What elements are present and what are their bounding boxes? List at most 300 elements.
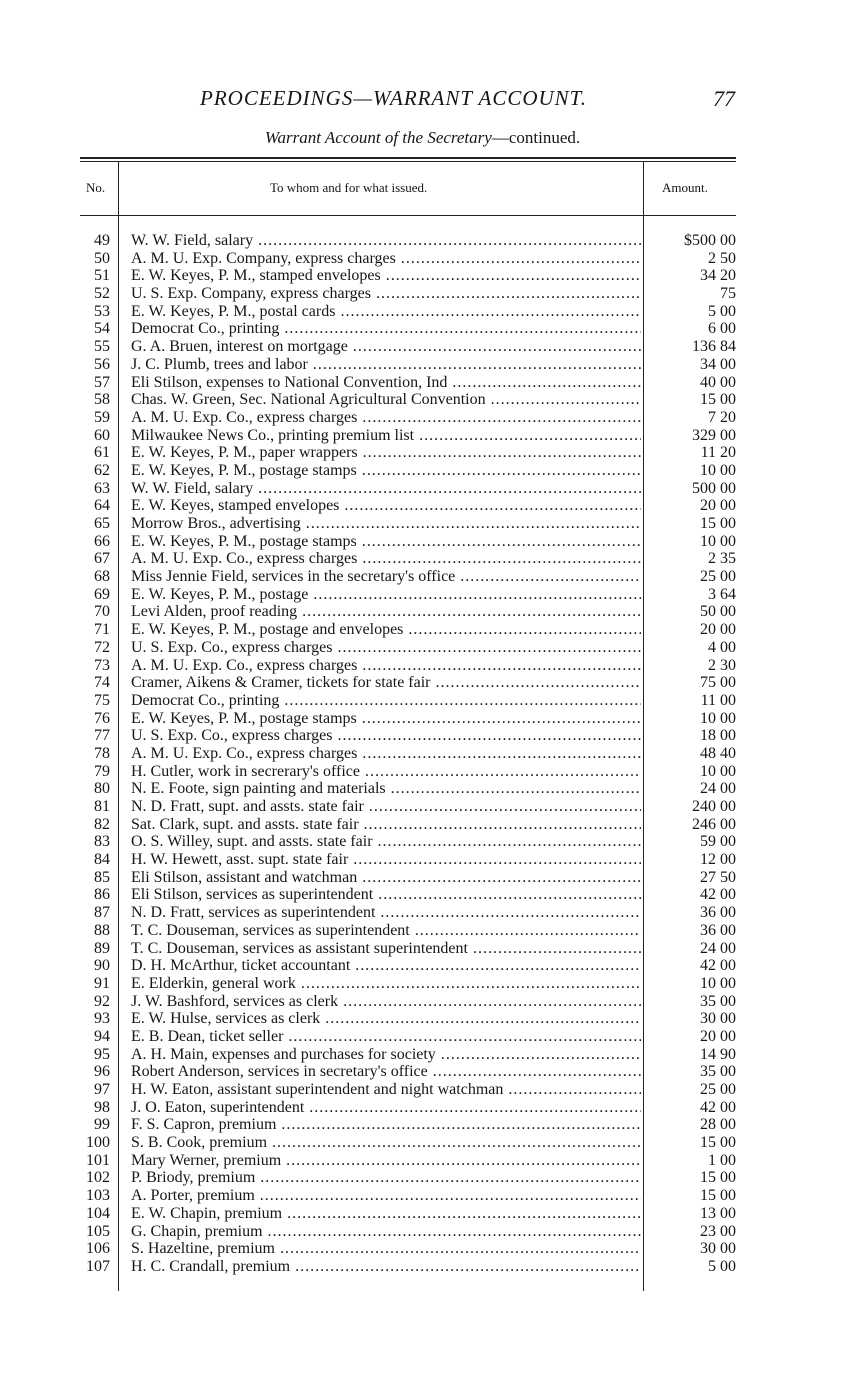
payee-description: A. Porter, premium .....	[131, 1187, 641, 1205]
table-row	[0, 763, 845, 781]
amount-cents: 00	[720, 674, 736, 692]
payee-description: Democrat Co., printing .....	[131, 320, 641, 338]
amount-dollars: 10	[700, 709, 716, 727]
table-row	[0, 780, 845, 798]
warrant-table-body	[0, 232, 845, 1276]
table-row	[0, 550, 845, 568]
warrant-number: 51	[94, 267, 110, 285]
amount-cents: 00	[720, 638, 736, 656]
running-head	[0, 86, 845, 114]
payee-description: Eli Stilson, assistant and watchman .....	[131, 869, 641, 887]
table-row	[0, 798, 845, 816]
amount-dollars: 5	[708, 302, 716, 320]
warrant-number: 82	[94, 815, 110, 833]
amount-cents: 00	[720, 232, 736, 249]
warrant-number: 105	[86, 1222, 110, 1240]
payee-description: A. M. U. Exp. Company, express charges .....	[131, 250, 641, 268]
amount-dollars: 36	[700, 921, 716, 939]
table-row	[0, 267, 845, 285]
amount-dollars: 20	[700, 497, 716, 515]
amount-cents: 64	[720, 585, 736, 603]
table-row	[0, 1205, 845, 1223]
amount-cents: 00	[720, 709, 736, 727]
warrant-number: 87	[94, 904, 110, 922]
amount-dollars: 15	[700, 391, 716, 409]
warrant-number: 55	[94, 338, 110, 356]
amount-cents: 00	[720, 1116, 736, 1134]
warrant-number: 63	[94, 479, 110, 497]
warrant-number: 59	[94, 408, 110, 426]
table-row	[0, 320, 845, 338]
amount-cents: 00	[720, 1240, 736, 1258]
payee-description: E. W. Keyes, P. M., stamped envelopes .....	[131, 267, 641, 285]
amount-dollars: 329	[692, 426, 716, 444]
amount-cents: 00	[720, 373, 736, 391]
table-row	[0, 674, 845, 692]
payee-description: Eli Stilson, services as superintendent .....	[131, 886, 641, 904]
table-row	[0, 1223, 845, 1241]
column-header-amount: Amount.	[662, 180, 708, 195]
warrant-number: 81	[94, 798, 110, 815]
warrant-number: 49	[94, 232, 110, 249]
payee-description: E. W. Keyes, P. M., postage .....	[131, 586, 641, 604]
column-header-description: To whom and for what issued.	[270, 180, 428, 195]
amount-cents: 00	[720, 568, 736, 586]
column-header-no: No.	[86, 180, 106, 195]
amount-cents: 00	[720, 302, 736, 320]
table-row	[0, 657, 845, 675]
table-row	[0, 1169, 845, 1187]
table-row	[0, 833, 845, 851]
amount-cents: 00	[720, 691, 736, 709]
amount-cents: 00	[720, 320, 736, 338]
payee-description: U. S. Exp. Co., express charges .....	[131, 727, 641, 745]
amount-dollars: 24	[700, 780, 716, 798]
amount-dollars: 36	[700, 904, 716, 922]
amount-dollars: 2	[708, 249, 716, 267]
amount-cents: 00	[720, 939, 736, 957]
amount-cents: 00	[720, 1081, 736, 1098]
amount-dollars: 6	[708, 320, 716, 338]
amount-cents: 00	[720, 621, 736, 639]
amount-cents: 00	[720, 426, 736, 444]
amount-cents: 00	[720, 1222, 736, 1240]
warrant-number: 53	[94, 302, 110, 320]
warrant-number: 71	[94, 621, 110, 639]
table-row	[0, 338, 845, 356]
warrant-number: 90	[94, 957, 110, 975]
payee-description: S. Hazeltine, premium .....	[131, 1240, 641, 1258]
amount-cents: 20	[720, 267, 736, 285]
amount-dollars: 12	[700, 851, 716, 869]
warrant-number: 94	[94, 1027, 110, 1045]
table-row	[0, 621, 845, 639]
table-row	[0, 692, 845, 710]
amount-dollars: 11	[700, 444, 716, 462]
warrant-number: 79	[94, 762, 110, 780]
warrant-number: 88	[94, 921, 110, 939]
warrant-number: 103	[86, 1187, 110, 1205]
amount-cents: 00	[720, 957, 736, 975]
amount-dollars: 59	[700, 833, 716, 851]
warrant-number: 61	[94, 444, 110, 462]
amount-dollars: 40	[700, 373, 716, 391]
payee-description: Democrat Co., printing .....	[131, 692, 641, 710]
payee-description: U. S. Exp. Co., express charges .....	[131, 639, 641, 657]
warrant-number: 89	[94, 939, 110, 957]
amount-cents: 00	[720, 1027, 736, 1045]
table-row	[0, 1010, 845, 1028]
amount-dollars: 23	[700, 1222, 716, 1240]
amount-dollars: 25	[700, 568, 716, 586]
payee-description: E. W. Chapin, premium .....	[131, 1205, 641, 1223]
table-row	[0, 515, 845, 533]
table-row	[0, 904, 845, 922]
warrant-number: 75	[94, 691, 110, 709]
table-row	[0, 1240, 845, 1258]
warrant-number: 107	[86, 1257, 110, 1275]
table-row	[0, 886, 845, 904]
payee-description: F. S. Capron, premium .....	[131, 1116, 641, 1134]
payee-description: O. S. Willey, supt. and assts. state fair .....	[131, 833, 641, 851]
warrant-number: 104	[86, 1204, 110, 1222]
warrant-number: 68	[94, 568, 110, 586]
amount-cents: 00	[720, 479, 736, 497]
payee-description: T. C. Douseman, services as assistant superintendent .....	[131, 940, 641, 958]
amount-dollars: 10	[700, 532, 716, 550]
table-row	[0, 745, 845, 763]
table-row	[0, 409, 845, 427]
amount-cents: 00	[720, 1134, 736, 1152]
warrant-number: 92	[94, 992, 110, 1010]
table-row	[0, 1187, 845, 1205]
amount-cents: 00	[720, 921, 736, 939]
warrant-number: 73	[94, 656, 110, 674]
amount-dollars: 4	[708, 638, 716, 656]
payee-description: J. O. Eaton, superintendent .....	[131, 1099, 641, 1117]
amount-dollars: 30	[700, 1010, 716, 1028]
warrant-number: 76	[94, 709, 110, 727]
amount-cents: 00	[720, 497, 736, 515]
amount-cents: 00	[720, 762, 736, 780]
warrant-number: 84	[94, 851, 110, 869]
warrant-number: 69	[94, 585, 110, 603]
table-row	[0, 533, 845, 551]
amount-cents: 00	[720, 851, 736, 869]
amount-cents: 20	[720, 408, 736, 426]
amount-cents: 00	[720, 1098, 736, 1116]
amount-cents: 90	[720, 1045, 736, 1063]
amount-dollars: 10	[700, 762, 716, 780]
amount-dollars: 42	[700, 1098, 716, 1116]
amount-dollars: 34	[700, 267, 716, 285]
amount-cents: 00	[720, 886, 736, 904]
payee-description: U. S. Exp. Company, express charges .....	[131, 285, 641, 303]
warrant-number: 99	[94, 1116, 110, 1134]
payee-description: Sat. Clark, supt. and assts. state fair .....	[131, 816, 641, 834]
amount-dollars: 35	[700, 1063, 716, 1081]
amount-dollars: 20	[700, 621, 716, 639]
amount-dollars: 42	[700, 957, 716, 975]
table-row	[0, 639, 845, 657]
amount-dollars: 5	[708, 1257, 716, 1275]
amount-cents: 35	[720, 550, 736, 568]
warrant-number: 60	[94, 426, 110, 444]
warrant-number: 72	[94, 638, 110, 656]
payee-description: S. B. Cook, premium .....	[131, 1134, 641, 1152]
table-row	[0, 603, 845, 621]
amount-dollars: 42	[700, 886, 716, 904]
amount-cents: 50	[720, 249, 736, 267]
table-row	[0, 940, 845, 958]
amount-cents: 00	[720, 780, 736, 798]
amount-dollars: 15	[700, 1134, 716, 1152]
table-row	[0, 851, 845, 869]
table-row	[0, 1258, 845, 1276]
amount-cents: 00	[720, 532, 736, 550]
payee-description: E. Elderkin, general work .....	[131, 975, 641, 993]
payee-description: H. C. Crandall, premium .....	[131, 1258, 641, 1276]
table-row	[0, 250, 845, 268]
payee-description: E. W. Keyes, stamped envelopes .....	[131, 497, 641, 515]
table-row	[0, 1134, 845, 1152]
table-row	[0, 816, 845, 834]
payee-description: W. W. Field, salary .....	[131, 232, 641, 250]
amount-cents: 00	[720, 1187, 736, 1205]
amount-cents: 00	[720, 355, 736, 373]
subtitle-rest: —continued.	[491, 128, 581, 147]
payee-description: P. Briody, premium .....	[131, 1169, 641, 1187]
payee-description: Chas. W. Green, Sec. National Agricultural Convention .....	[131, 391, 641, 409]
table-subtitle	[0, 128, 845, 148]
amount-dollars: 15	[700, 1187, 716, 1205]
warrant-number: 96	[94, 1063, 110, 1081]
amount-dollars: 10	[700, 461, 716, 479]
payee-description: Miss Jennie Field, services in the secretary's office .....	[131, 568, 641, 586]
table-row	[0, 975, 845, 993]
amount-dollars: 25	[700, 1081, 716, 1098]
warrant-number: 102	[86, 1169, 110, 1187]
warrant-number: 66	[94, 532, 110, 550]
table-row	[0, 727, 845, 745]
amount-cents: 50	[720, 868, 736, 886]
payee-description: T. C. Douseman, services as superintendent .....	[131, 922, 641, 940]
warrant-number: 93	[94, 1010, 110, 1028]
page-number: 77	[713, 86, 735, 111]
amount-cents: 00	[720, 1169, 736, 1187]
amount-cents: 00	[720, 515, 736, 532]
amount-cents: 00	[720, 798, 736, 815]
warrant-number: 56	[94, 355, 110, 373]
amount-dollars: 240	[692, 798, 716, 815]
payee-description: N. D. Fratt, supt. and assts. state fair .....	[131, 798, 641, 816]
amount-cents: 00	[720, 603, 736, 621]
payee-description: Robert Anderson, services in secretary's office .....	[131, 1063, 641, 1081]
amount-cents: 00	[720, 1151, 736, 1169]
amount-cents: 20	[720, 444, 736, 462]
amount-dollars: 136	[692, 338, 716, 356]
table-row	[0, 1152, 845, 1170]
warrant-number: 85	[94, 868, 110, 886]
table-top-rule-thin	[80, 161, 736, 162]
payee-description: J. C. Plumb, trees and labor .....	[131, 356, 641, 374]
amount-cents: 30	[720, 656, 736, 674]
amount-dollars: 11	[700, 691, 716, 709]
payee-description: E. B. Dean, ticket seller .....	[131, 1028, 641, 1046]
payee-description: A. H. Main, expenses and purchases for society .....	[131, 1046, 641, 1064]
warrant-number: 80	[94, 780, 110, 798]
payee-description: A. M. U. Exp. Co., express charges .....	[131, 657, 641, 675]
table-row	[0, 993, 845, 1011]
amount-dollars: 34	[700, 355, 716, 373]
table-row	[0, 427, 845, 445]
payee-description: W. W. Field, salary .....	[131, 480, 641, 498]
warrant-number: 91	[94, 974, 110, 992]
table-header-rule	[80, 215, 736, 216]
amount-dollars: 2	[708, 550, 716, 568]
amount-cents: 00	[720, 974, 736, 992]
table-row	[0, 922, 845, 940]
warrant-number: 65	[94, 515, 110, 532]
amount-cents: 00	[720, 1257, 736, 1275]
payee-description: E. W. Keyes, P. M., postage stamps .....	[131, 533, 641, 551]
table-row	[0, 303, 845, 321]
payee-description: H. Cutler, work in secrerary's office .....	[131, 763, 641, 781]
warrant-number: 67	[94, 550, 110, 568]
warrant-number: 97	[94, 1081, 110, 1098]
table-row	[0, 1046, 845, 1064]
payee-description: A. M. U. Exp. Co., express charges .....	[131, 409, 641, 427]
payee-description: H. W. Eaton, assistant superintendent and night watchman .....	[131, 1081, 641, 1099]
table-row	[0, 1099, 845, 1117]
table-row	[0, 568, 845, 586]
table-row	[0, 444, 845, 462]
amount-cents: 00	[720, 904, 736, 922]
subtitle-italic: Warrant Account of the Secretary	[264, 128, 492, 147]
amount-dollars: 75	[700, 674, 716, 692]
table-row	[0, 285, 845, 303]
table-row	[0, 957, 845, 975]
warrant-number: 86	[94, 886, 110, 904]
amount-cents: 00	[720, 391, 736, 409]
table-row	[0, 1028, 845, 1046]
warrant-number: 70	[94, 603, 110, 621]
table-top-rule	[80, 157, 736, 159]
table-row	[0, 391, 845, 409]
amount-dollars: 27	[700, 868, 716, 886]
amount-dollars: 48	[700, 744, 716, 762]
amount-cents: 84	[720, 338, 736, 356]
amount-dollars: 1	[708, 1151, 716, 1169]
amount-dollars: 15	[700, 1169, 716, 1187]
amount-dollars: 20	[700, 1027, 716, 1045]
payee-description: N. D. Fratt, services as superintendent .....	[131, 904, 641, 922]
amount-cents: 00	[720, 461, 736, 479]
table-row	[0, 232, 845, 250]
warrant-number: 57	[94, 373, 110, 391]
running-title: PROCEEDINGS—WARRANT ACCOUNT.	[200, 86, 588, 110]
amount-dollars: 7	[708, 408, 716, 426]
payee-description: A. M. U. Exp. Co., express charges .....	[131, 745, 641, 763]
amount-cents: 00	[720, 815, 736, 833]
amount-dollars: 10	[700, 974, 716, 992]
payee-description: Morrow Bros., advertising .....	[131, 515, 641, 533]
amount-dollars: 2	[708, 656, 716, 674]
payee-description: G. Chapin, premium .....	[131, 1223, 641, 1241]
payee-description: Milwaukee News Co., printing premium list .....	[131, 427, 641, 445]
table-row	[0, 374, 845, 392]
table-row	[0, 480, 845, 498]
amount-dollars: 50	[700, 603, 716, 621]
amount-dollars: 14	[700, 1045, 716, 1063]
table-row	[0, 1116, 845, 1134]
table-row	[0, 1081, 845, 1099]
payee-description: N. E. Foote, sign painting and materials .....	[131, 780, 641, 798]
payee-description: Mary Werner, premium .....	[131, 1152, 641, 1170]
warrant-number: 106	[86, 1240, 110, 1258]
payee-description: E. W. Keyes, P. M., postal cards .....	[131, 303, 641, 321]
warrant-number: 54	[94, 320, 110, 338]
amount-dollars: $500	[684, 232, 716, 249]
amount-dollars: 13	[700, 1204, 716, 1222]
payee-description: J. W. Bashford, services as clerk .....	[131, 993, 641, 1011]
warrant-number: 98	[94, 1098, 110, 1116]
warrant-number: 101	[86, 1151, 110, 1169]
payee-description: G. A. Bruen, interest on mortgage .....	[131, 338, 641, 356]
amount-dollars: 500	[692, 479, 716, 497]
payee-description: Eli Stilson, expenses to National Convention, Ind .....	[131, 374, 641, 392]
amount-dollars: 28	[700, 1116, 716, 1134]
payee-description: E. W. Keyes, P. M., postage and envelopes .....	[131, 621, 641, 639]
warrant-number: 52	[94, 285, 110, 303]
amount-dollars: 246	[692, 815, 716, 833]
table-row	[0, 462, 845, 480]
warrant-number: 77	[94, 727, 110, 745]
table-row	[0, 1063, 845, 1081]
warrant-number: 62	[94, 461, 110, 479]
warrant-number: 74	[94, 674, 110, 692]
payee-description: Levi Alden, proof reading .....	[131, 603, 641, 621]
warrant-number: 50	[94, 249, 110, 267]
amount-cents: 00	[720, 1010, 736, 1028]
amount-dollars: 3	[708, 585, 716, 603]
amount-dollars: 24	[700, 939, 716, 957]
amount-dollars: 30	[700, 1240, 716, 1258]
payee-description: H. W. Hewett, asst. supt. state fair .....	[131, 851, 641, 869]
payee-description: E. W. Hulse, services as clerk .....	[131, 1010, 641, 1028]
amount-dollars: 15	[700, 515, 716, 532]
amount-cents: 00	[720, 833, 736, 851]
amount-cents: 00	[720, 727, 736, 745]
table-row	[0, 710, 845, 728]
warrant-number: 83	[94, 833, 110, 851]
warrant-number: 78	[94, 744, 110, 762]
amount-dollars: 18	[700, 727, 716, 745]
payee-description: E. W. Keyes, P. M., postage stamps .....	[131, 710, 641, 728]
payee-description: Cramer, Aikens & Cramer, tickets for state fair .....	[131, 674, 641, 692]
warrant-number: 100	[86, 1134, 110, 1152]
warrant-number: 95	[94, 1045, 110, 1063]
amount-cents: 00	[720, 1204, 736, 1222]
payee-description: A. M. U. Exp. Co., express charges .....	[131, 550, 641, 568]
table-row	[0, 497, 845, 515]
payee-description: E. W. Keyes, P. M., paper wrappers .....	[131, 444, 641, 462]
table-row	[0, 869, 845, 887]
table-row	[0, 356, 845, 374]
warrant-number: 64	[94, 497, 110, 515]
amount-cents: 00	[720, 1063, 736, 1081]
payee-description: E. W. Keyes, P. M., postage stamps .....	[131, 462, 641, 480]
